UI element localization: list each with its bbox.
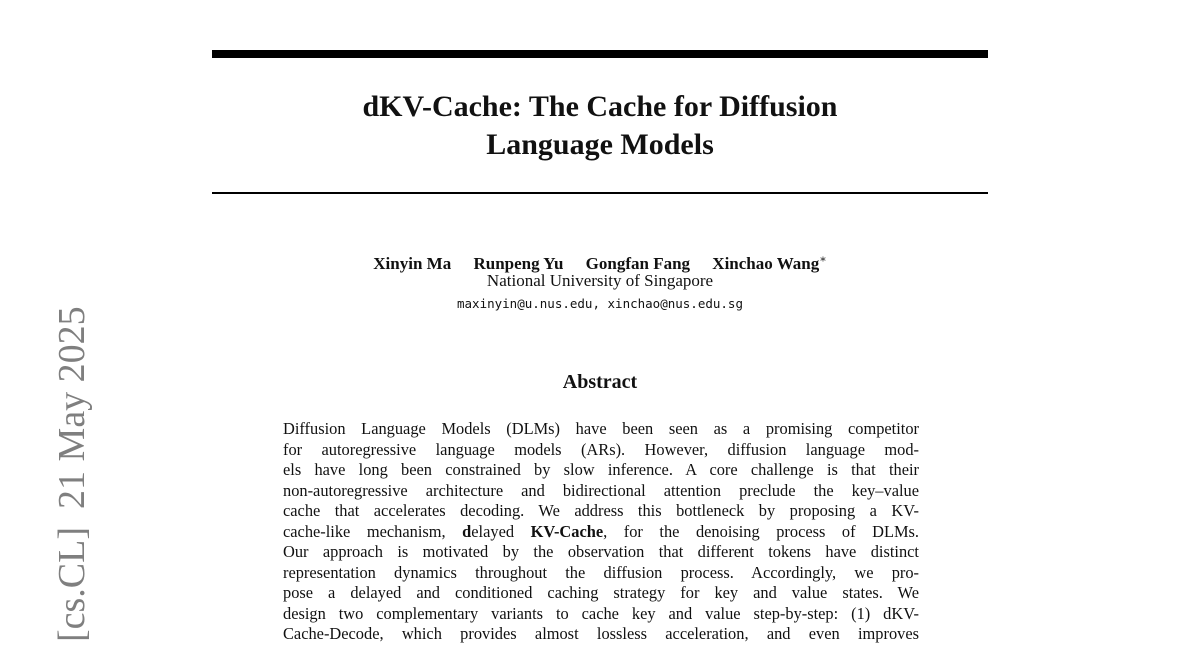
abstract-body (283, 419, 919, 645)
abstract-line: els have long been constrained by slow inference. A core challenge is that their (283, 460, 919, 479)
abstract-line: Cache-Decode, which provides almost lossless acceleration, and even improves (283, 624, 919, 643)
abstract-line: pose a delayed and conditioned caching strategy for key and value states. We (283, 583, 919, 602)
abstract-line: Our approach is motivated by the observation that different tokens have distinct (283, 542, 919, 561)
author-name: Runpeng Yu (473, 253, 564, 273)
arxiv-category: [cs.CL] (51, 526, 93, 642)
author-name: Xinyin Ma (373, 253, 452, 273)
author-emails: maxinyin@u.nus.edu, xinchao@nus.edu.sg (457, 296, 743, 311)
title-top-rule (212, 50, 988, 58)
abstract-line: Diffusion Language Models (DLMs) have been seen as a promising competitor (283, 419, 919, 438)
paper-title (212, 88, 988, 164)
abstract-line-segment: elayed (471, 521, 531, 541)
abstract-line: for autoregressive language models (ARs). However, diffusion language mod- (283, 439, 919, 459)
abstract-heading: Abstract (562, 371, 638, 393)
affiliation: National University of Singapore (486, 271, 714, 290)
author-name: Xinchao Wang (712, 253, 820, 273)
corresponding-author-mark: ∗ (819, 253, 827, 265)
abstract-line: design two complementary variants to cache key and value step-by-step: (1) dKV- (283, 603, 919, 623)
abstract-line: cache that accelerates decoding. We address this bottleneck by proposing a KV- (283, 501, 919, 520)
author-name: Gongfan Fang (585, 253, 691, 273)
abstract-line-method-name (283, 522, 919, 543)
abstract-line: non-autoregressive architecture and bidirectional attention preclude the key–value (283, 480, 919, 500)
arxiv-date: 21 May 2025 (51, 306, 93, 509)
method-name-initial: d (462, 521, 472, 541)
arxiv-side-stamp (52, 306, 92, 642)
abstract-line-segment: cache-like mechanism, (283, 521, 463, 541)
abstract-line-segment: , for the denoising process of DLMs. (603, 521, 920, 541)
method-name: KV-Cache (530, 521, 604, 541)
paper-title-line-1: dKV-Cache: The Cache for Diffusion (362, 90, 838, 123)
abstract-line: representation dynamics throughout the diffusion process. Accordingly, we pro- (283, 562, 919, 582)
title-bottom-rule (212, 192, 988, 194)
paper-title-line-2: Language Models (486, 128, 714, 161)
